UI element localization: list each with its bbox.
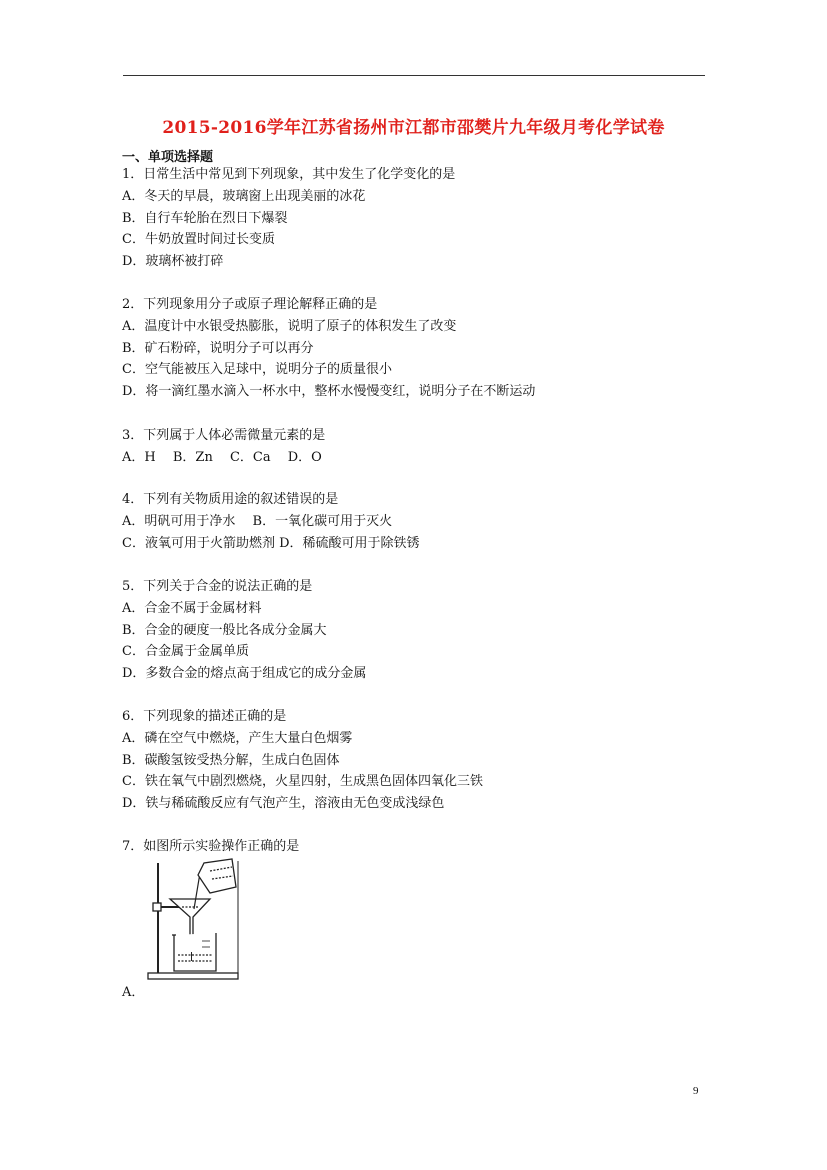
option: D．玻璃杯被打碎 <box>122 254 224 269</box>
option: B．矿石粉碎，说明分子可以再分 <box>122 341 314 356</box>
page-number: 9 <box>693 1085 699 1097</box>
option: B．碳酸氢铵受热分解，生成白色固体 <box>122 753 340 768</box>
option: A．冬天的早晨，玻璃窗上出现美丽的冰花 <box>122 189 366 204</box>
option: D．铁与稀硫酸反应有气泡产生，溶液由无色变成浅绿色 <box>122 796 445 811</box>
question-stem: 6．下列现象的描述正确的是 <box>122 709 287 724</box>
page-title: 2015-2016学年江苏省扬州市江都市邵樊片九年级月考化学试卷 <box>162 118 665 138</box>
option: A． <box>122 985 145 1000</box>
option: A．合金不属于金属材料 <box>122 601 262 616</box>
option: C．空气能被压入足球中，说明分子的质量很小 <box>122 362 392 377</box>
option: B．合金的硬度一般比各成分金属大 <box>122 623 327 638</box>
filtration-apparatus-figure <box>140 857 240 987</box>
question-stem: 2．下列现象用分子或原子理论解释正确的是 <box>122 297 378 312</box>
option: A．明矾可用于净水 B．一氧化碳可用于灭火 <box>122 514 393 529</box>
option: C．牛奶放置时间过长变质 <box>122 232 275 247</box>
question-stem: 3．下列属于人体必需微量元素的是 <box>122 428 326 443</box>
option: C．合金属于金属单质 <box>122 644 249 659</box>
option: D．多数合金的熔点高于组成它的成分金属 <box>122 666 367 681</box>
header-rule <box>123 75 705 76</box>
option: A．H B．Zn C．Ca D．O <box>122 450 322 465</box>
question-stem: 4．下列有关物质用途的叙述错误的是 <box>122 492 339 507</box>
question-stem: 1．日常生活中常见到下列现象，其中发生了化学变化的是 <box>122 167 456 182</box>
option: B．自行车轮胎在烈日下爆裂 <box>122 211 288 226</box>
option: A．磷在空气中燃烧，产生大量白色烟雾 <box>122 731 353 746</box>
question-stem: 7．如图所示实验操作正确的是 <box>122 839 300 854</box>
question-stem: 5．下列关于合金的说法正确的是 <box>122 579 313 594</box>
option: C．液氧可用于火箭助燃剂 D．稀硫酸可用于除铁锈 <box>122 536 420 551</box>
option: C．铁在氧气中剧烈燃烧，火星四射，生成黑色固体四氧化三铁 <box>122 774 483 789</box>
option: A．温度计中水银受热膨胀，说明了原子的体积发生了改变 <box>122 319 457 334</box>
option: D．将一滴红墨水滴入一杯水中，整杯水慢慢变红，说明分子在不断运动 <box>122 384 536 399</box>
section-heading: 一、单项选择题 <box>122 150 214 165</box>
